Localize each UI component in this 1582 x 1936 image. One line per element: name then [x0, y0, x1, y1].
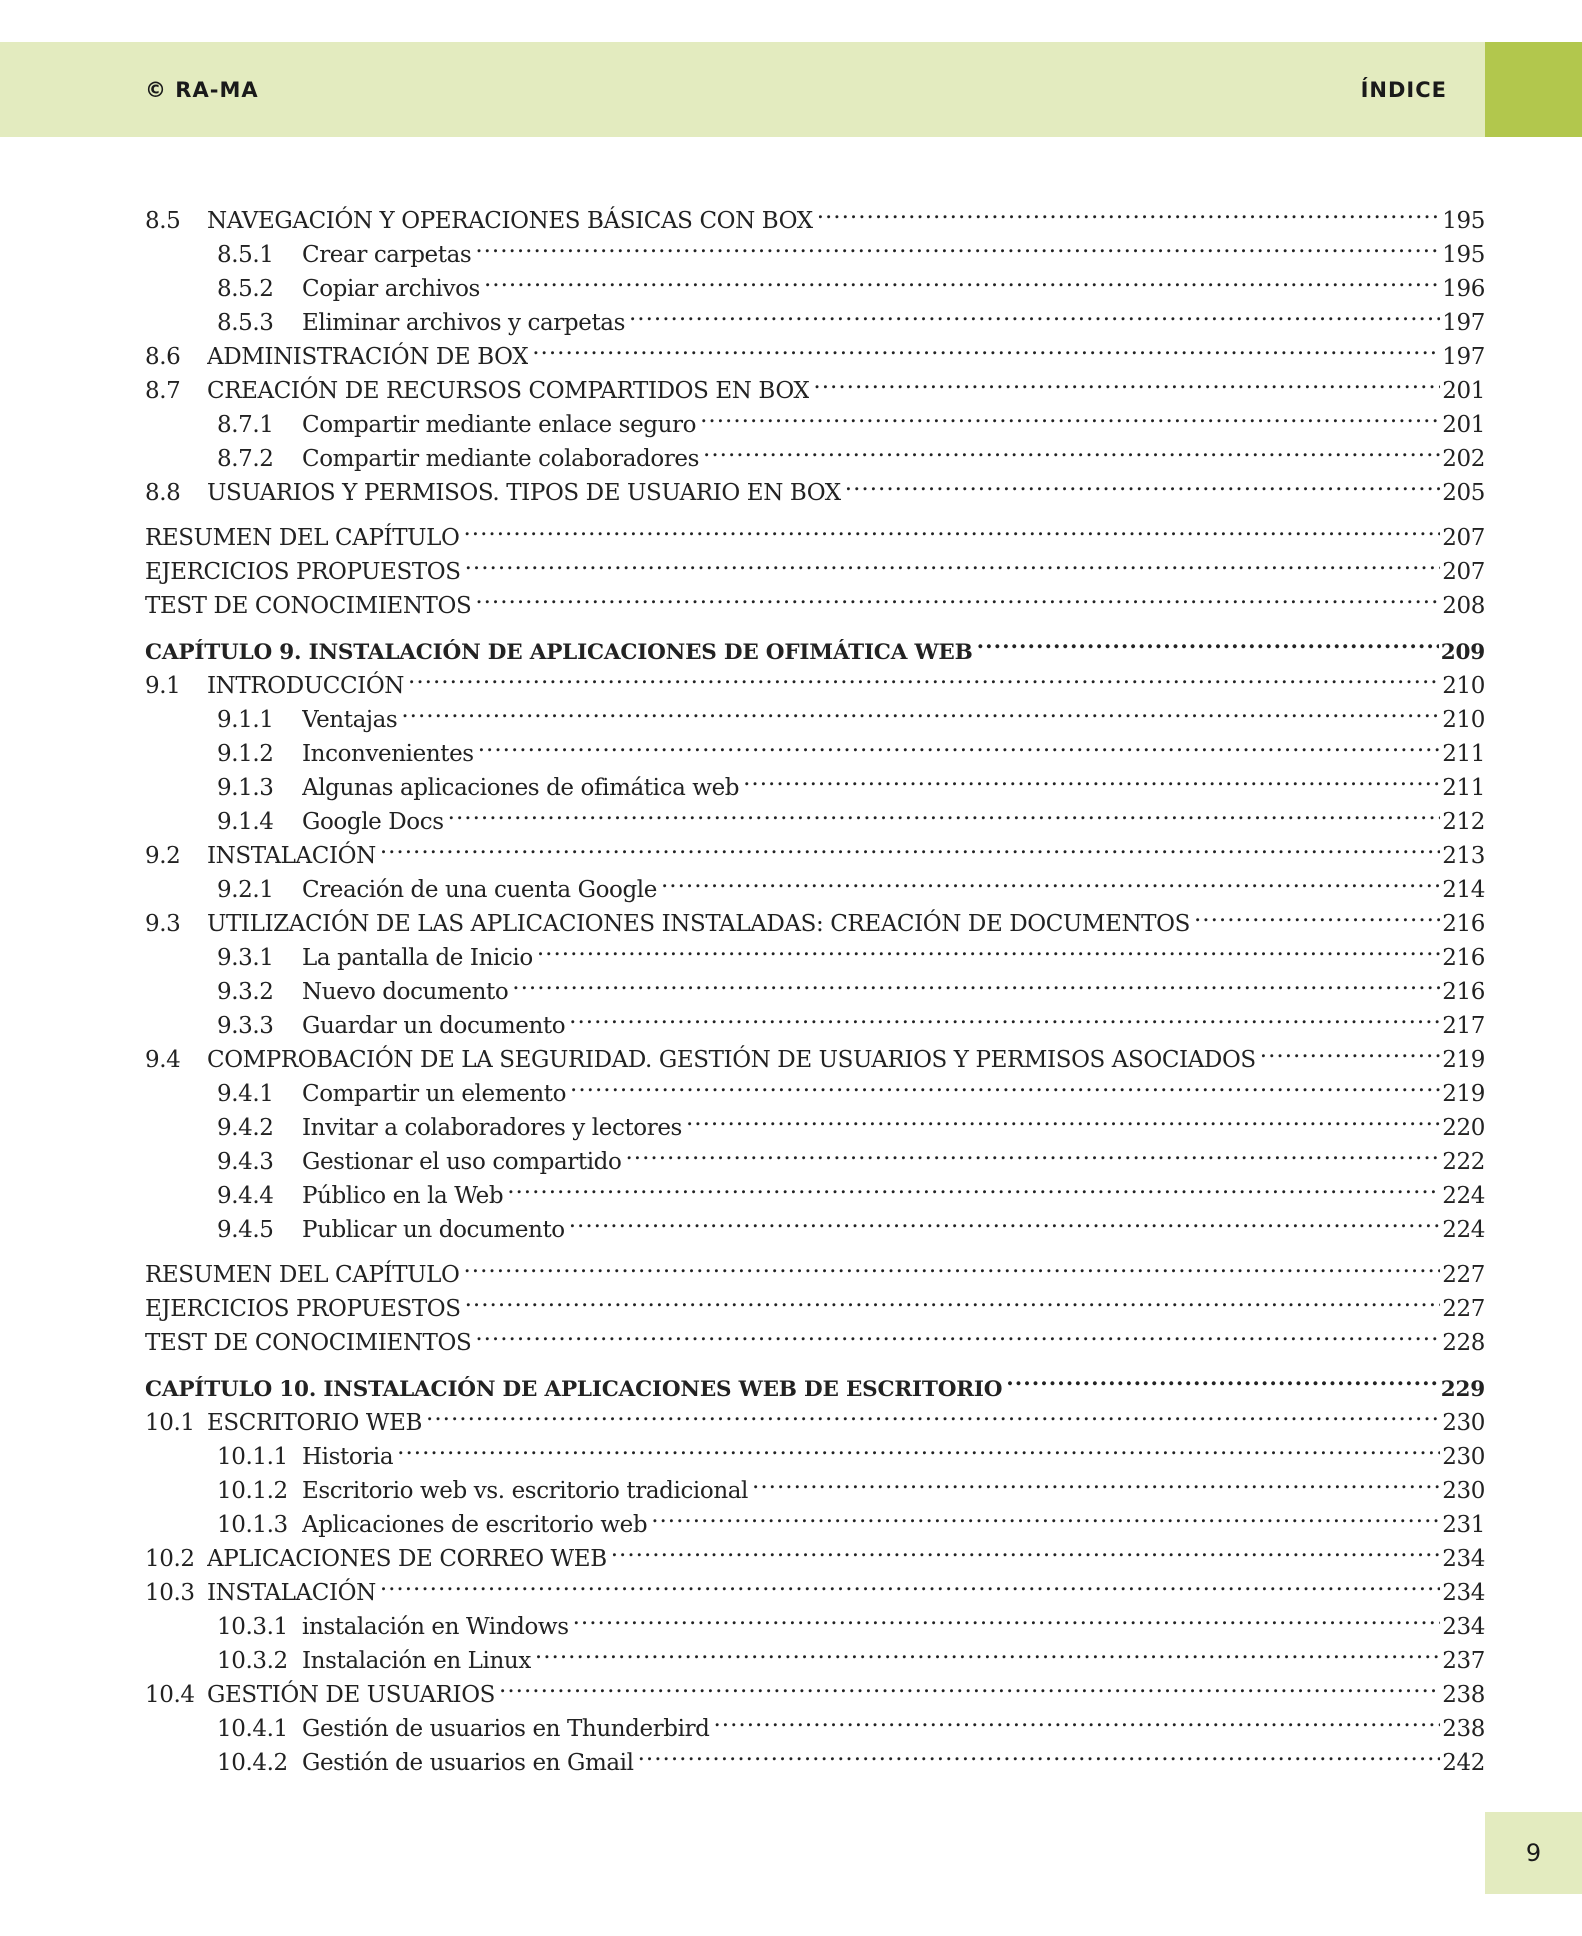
toc-entry-page: 230 — [1442, 1444, 1485, 1470]
toc-entry-title: COMPROBACIÓN DE LA SEGURIDAD. GESTIÓN DE USUARIOS Y PERMISOS ASOCIADOS — [207, 1047, 1256, 1073]
header-accent-block — [1485, 42, 1582, 137]
toc-entry-page: 195 — [1442, 242, 1485, 268]
toc-entry-title: Nuevo documento — [302, 979, 509, 1005]
toc-entry-number: 9.1.1 — [217, 707, 274, 733]
toc-entry-number: 10.4.2 — [217, 1750, 288, 1776]
toc-entry — [145, 194, 1485, 234]
toc-entry-page: 207 — [1442, 559, 1485, 585]
toc-entry-number: 9.3.1 — [217, 945, 274, 971]
dot-leader — [638, 1736, 1441, 1770]
dot-leader — [845, 466, 1441, 500]
toc-entry-page: 227 — [1442, 1296, 1485, 1322]
toc-entry-title: Ventajas — [302, 707, 398, 733]
dot-leader — [569, 1203, 1441, 1237]
toc-entry-page: 216 — [1442, 979, 1485, 1005]
toc-entry-title: Historia — [302, 1444, 394, 1470]
toc-entry-number: 8.7.1 — [217, 412, 274, 438]
toc-entry-title: La pantalla de Inicio — [302, 945, 533, 971]
toc-entry-number: 9.4.4 — [217, 1183, 274, 1209]
toc-entry-title: USUARIOS Y PERMISOS. TIPOS DE USUARIO EN BOX — [207, 480, 841, 506]
toc-entry-page: 211 — [1442, 775, 1485, 801]
toc-entry-number: 10.1.2 — [217, 1478, 288, 1504]
toc-entry-page: 230 — [1442, 1410, 1485, 1436]
dot-leader — [625, 1135, 1440, 1169]
toc-entry-number: 9.3.3 — [217, 1013, 274, 1039]
toc-entry-title: GESTIÓN DE USUARIOS — [207, 1682, 496, 1708]
toc-entry-page: 231 — [1442, 1512, 1485, 1538]
dot-leader — [1260, 1033, 1441, 1067]
toc-entry-page: 220 — [1442, 1115, 1485, 1141]
toc-entry-number: 8.5.2 — [217, 276, 274, 302]
toc-entry-number: 9.3.2 — [217, 979, 274, 1005]
toc-entry-title: INSTALACIÓN — [207, 843, 376, 869]
toc-entry-page: 211 — [1442, 741, 1485, 767]
dot-leader — [977, 625, 1439, 659]
toc-entry — [145, 511, 1485, 551]
toc-entry-title: Público en la Web — [302, 1183, 504, 1209]
toc-entry-number: 10.3.1 — [217, 1614, 288, 1640]
toc-entry-page: 228 — [1442, 1330, 1485, 1356]
toc-entry-title: TEST DE CONOCIMIENTOS — [145, 593, 472, 619]
toc-entry — [145, 1248, 1485, 1288]
toc-entry-page: 201 — [1442, 412, 1485, 438]
dot-leader — [465, 545, 1441, 579]
toc-entry-title: EJERCICIOS PROPUESTOS — [145, 1296, 461, 1322]
toc-entry-page: 207 — [1442, 525, 1485, 551]
toc-entry-page: 219 — [1442, 1047, 1485, 1073]
toc-entry-page: 195 — [1442, 208, 1485, 234]
toc-entry-page: 212 — [1442, 809, 1485, 835]
dot-leader — [570, 1067, 1440, 1101]
dot-leader — [817, 194, 1441, 228]
dot-leader — [499, 1668, 1440, 1702]
toc-entry-title: Aplicaciones de escritorio web — [302, 1512, 648, 1538]
dot-leader — [484, 262, 1440, 296]
toc-entry-page: 196 — [1442, 276, 1485, 302]
dot-leader — [629, 296, 1440, 330]
toc-entry-page: 210 — [1442, 673, 1485, 699]
toc-entry-number: 9.1.4 — [217, 809, 274, 835]
table-of-contents — [145, 194, 1485, 1776]
toc-entry-number: 10.1.3 — [217, 1512, 288, 1538]
toc-entry-page: 217 — [1442, 1013, 1485, 1039]
dot-leader — [478, 727, 1441, 761]
toc-entry-page: 238 — [1442, 1682, 1485, 1708]
dot-leader — [743, 761, 1440, 795]
dot-leader — [535, 1634, 1440, 1668]
dot-leader — [426, 1396, 1440, 1430]
toc-entry-title: Crear carpetas — [302, 242, 472, 268]
toc-entry-title: Compartir un elemento — [302, 1081, 567, 1107]
toc-entry-title: Gestión de usuarios en Thunderbird — [302, 1716, 710, 1742]
toc-entry-title: Algunas aplicaciones de ofimática web — [302, 775, 740, 801]
toc-entry-page: 224 — [1442, 1183, 1485, 1209]
dot-leader — [463, 511, 1440, 545]
page-number: 9 — [1525, 1839, 1542, 1867]
toc-entry-number: 8.5.3 — [217, 310, 274, 336]
toc-entry-number: 9.4.2 — [217, 1115, 274, 1141]
toc-entry-number: 9.4 — [145, 1047, 181, 1073]
toc-entry-number: 9.4.5 — [217, 1217, 274, 1243]
dot-leader — [448, 795, 1441, 829]
toc-entry-page: 227 — [1442, 1262, 1485, 1288]
toc-entry-title: Compartir mediante colaboradores — [302, 446, 700, 472]
toc-entry-title: TEST DE CONOCIMIENTOS — [145, 1330, 472, 1356]
toc-entry-page: 219 — [1442, 1081, 1485, 1107]
toc-entry-page: 230 — [1442, 1478, 1485, 1504]
toc-entry-number: 10.1.1 — [217, 1444, 288, 1470]
toc-entry-title: Google Docs — [302, 809, 444, 835]
toc-entry-page: 202 — [1442, 446, 1485, 472]
dot-leader — [401, 693, 1440, 727]
toc-entry-page: 238 — [1442, 1716, 1485, 1742]
toc-entry-title: APLICACIONES DE CORREO WEB — [207, 1546, 607, 1572]
toc-entry-page: 234 — [1442, 1614, 1485, 1640]
toc-entry-title: CREACIÓN DE RECURSOS COMPARTIDOS EN BOX — [207, 378, 810, 404]
dot-leader — [573, 1600, 1441, 1634]
toc-entry-number: 8.7 — [145, 378, 181, 404]
toc-entry-number: 9.1 — [145, 673, 181, 699]
toc-chapter-entry — [145, 1362, 1485, 1402]
toc-entry-title: Gestión de usuarios en Gmail — [302, 1750, 634, 1776]
toc-entry-number: 8.8 — [145, 480, 181, 506]
dot-leader — [397, 1430, 1440, 1464]
toc-entry-page: 197 — [1442, 344, 1485, 370]
toc-entry-page: 229 — [1440, 1377, 1485, 1402]
toc-entry-number: 10.3 — [145, 1580, 195, 1606]
page-number-box — [1485, 1812, 1582, 1894]
toc-entry-page: 216 — [1442, 945, 1485, 971]
dot-leader — [703, 432, 1440, 466]
toc-entry-title: ESCRITORIO WEB — [207, 1410, 423, 1436]
dot-leader — [532, 330, 1440, 364]
toc-entry-title: Compartir mediante enlace seguro — [302, 412, 697, 438]
toc-entry-title: Creación de una cuenta Google — [302, 877, 657, 903]
toc-entry-title: Eliminar archivos y carpetas — [302, 310, 625, 336]
toc-entry-page: 205 — [1442, 480, 1485, 506]
toc-entry-title: CAPÍTULO 9. INSTALACIÓN DE APLICACIONES DE OFIMÁTICA WEB — [145, 640, 973, 665]
toc-entry-title: Gestionar el uso compartido — [302, 1149, 622, 1175]
dot-leader — [651, 1498, 1440, 1532]
toc-entry-page: 214 — [1442, 877, 1485, 903]
toc-entry-page: 242 — [1442, 1750, 1485, 1776]
toc-entry-number: 8.5.1 — [217, 242, 274, 268]
toc-entry-page: 216 — [1442, 911, 1485, 937]
toc-entry-title: CAPÍTULO 10. INSTALACIÓN DE APLICACIONES WEB DE ESCRITORIO — [145, 1377, 1003, 1402]
toc-entry-number: 9.1.2 — [217, 741, 274, 767]
toc-chapter-entry — [145, 625, 1485, 665]
dot-leader — [408, 659, 1440, 693]
dot-leader — [700, 398, 1440, 432]
toc-entry-title: UTILIZACIÓN DE LAS APLICACIONES INSTALADAS: CREACIÓN DE DOCUMENTOS — [207, 911, 1190, 937]
dot-leader — [465, 1282, 1441, 1316]
toc-entry-page: 224 — [1442, 1217, 1485, 1243]
dot-leader — [475, 1316, 1440, 1350]
toc-entry-title: RESUMEN DEL CAPÍTULO — [145, 1262, 460, 1288]
dot-leader — [475, 228, 1440, 262]
toc-entry-page: 201 — [1442, 378, 1485, 404]
dot-leader — [813, 364, 1440, 398]
toc-entry-title: Invitar a colaboradores y lectores — [302, 1115, 682, 1141]
toc-entry-page: 222 — [1442, 1149, 1485, 1175]
toc-entry-number: 10.4.1 — [217, 1716, 288, 1742]
toc-entry-title: ADMINISTRACIÓN DE BOX — [207, 344, 529, 370]
toc-entry-title: Instalación en Linux — [302, 1648, 531, 1674]
dot-leader — [507, 1169, 1440, 1203]
toc-entry-page: 237 — [1442, 1648, 1485, 1674]
toc-entry-number: 9.4.3 — [217, 1149, 274, 1175]
header-section-title: ÍNDICE — [1360, 78, 1447, 102]
toc-entry-page: 213 — [1442, 843, 1485, 869]
toc-entry-number: 10.3.2 — [217, 1648, 288, 1674]
dot-leader — [611, 1532, 1441, 1566]
dot-leader — [380, 1566, 1440, 1600]
toc-entry-title: NAVEGACIÓN Y OPERACIONES BÁSICAS CON BOX — [207, 208, 813, 234]
dot-leader — [661, 863, 1440, 897]
dot-leader — [569, 999, 1440, 1033]
toc-entry-title: Publicar un documento — [302, 1217, 565, 1243]
toc-entry-number: 9.1.3 — [217, 775, 274, 801]
toc-entry-title: instalación en Windows — [302, 1614, 569, 1640]
toc-entry-number: 10.4 — [145, 1682, 195, 1708]
toc-entry-title: RESUMEN DEL CAPÍTULO — [145, 525, 460, 551]
dot-leader — [475, 579, 1440, 613]
toc-entry-page: 234 — [1442, 1580, 1485, 1606]
toc-entry-number: 10.1 — [145, 1410, 195, 1436]
toc-entry-number: 9.3 — [145, 911, 181, 937]
header-publisher: © RA-MA — [145, 78, 259, 102]
dot-leader — [714, 1702, 1441, 1736]
dot-leader — [537, 931, 1440, 965]
toc-entry-number: 10.2 — [145, 1546, 195, 1572]
toc-entry-number: 9.4.1 — [217, 1081, 274, 1107]
toc-entry-number: 8.5 — [145, 208, 181, 234]
toc-entry-title: Guardar un documento — [302, 1013, 566, 1039]
toc-entry-page: 210 — [1442, 707, 1485, 733]
toc-entry-page: 197 — [1442, 310, 1485, 336]
toc-entry-title: EJERCICIOS PROPUESTOS — [145, 559, 461, 585]
dot-leader — [752, 1464, 1440, 1498]
dot-leader — [1006, 1362, 1438, 1396]
toc-entry-title: INTRODUCCIÓN — [207, 673, 405, 699]
toc-entry-title: Inconvenientes — [302, 741, 474, 767]
dot-leader — [512, 965, 1440, 999]
toc-entry-page: 234 — [1442, 1546, 1485, 1572]
toc-entry-title: INSTALACIÓN — [207, 1580, 376, 1606]
dot-leader — [380, 829, 1440, 863]
toc-entry-page: 209 — [1440, 640, 1485, 665]
dot-leader — [1194, 897, 1440, 931]
dot-leader — [463, 1248, 1440, 1282]
toc-entry-page: 208 — [1442, 593, 1485, 619]
toc-entry-number: 9.2.1 — [217, 877, 274, 903]
toc-entry-number: 9.2 — [145, 843, 181, 869]
toc-entry-title: Copiar archivos — [302, 276, 480, 302]
dot-leader — [686, 1101, 1440, 1135]
toc-entry-title: Escritorio web vs. escritorio tradicional — [302, 1478, 749, 1504]
toc-entry-number: 8.6 — [145, 344, 181, 370]
toc-entry-number: 8.7.2 — [217, 446, 274, 472]
